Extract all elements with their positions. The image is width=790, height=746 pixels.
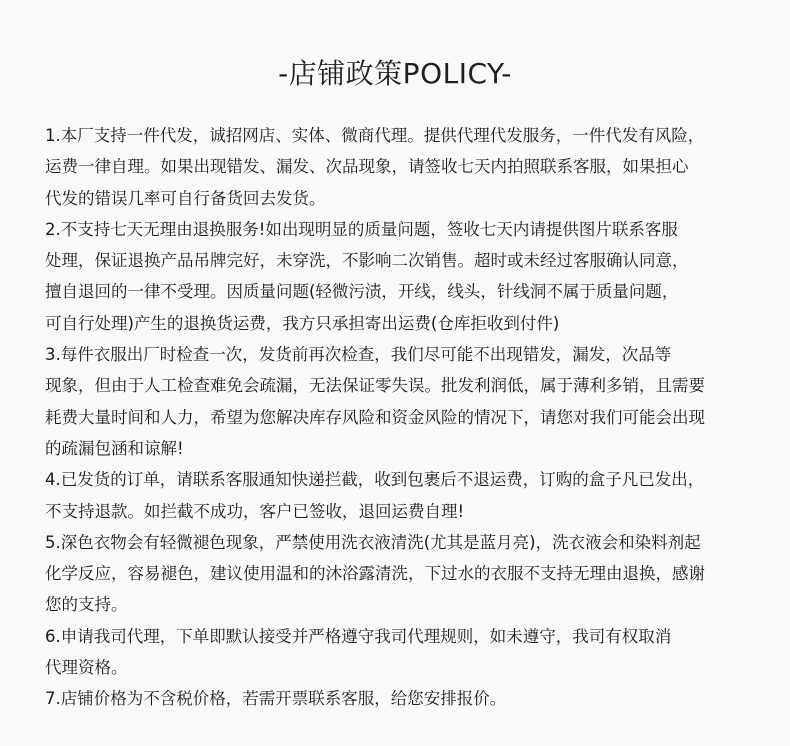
policy-line: 代发的错误几率可自行备货回去发货。	[45, 188, 326, 208]
policy-line: 不支持退款。如拦截不成功，客户已签收，退回运费自理!	[45, 501, 465, 521]
policy-line: 1.本厂支持一件代发，诚招网店、实体、微商代理。提供代理代发服务，一件代发有风险，	[45, 126, 705, 145]
policy-line: 耗费大量时间和人力，希望为您解决库存风险和资金风险的情况下，请您对我们可能会出现	[45, 407, 705, 427]
page-title: -店铺政策POLICY-	[278, 57, 512, 90]
policy-line: 5.深色衣物会有轻微褪色现象，严禁使用洗衣液清洗(尤其是蓝月亮)，洗衣液会和染料剂起	[45, 532, 701, 552]
policy-line: 现象，但由于人工检查难免会疏漏，无法保证零失误。批发利润低，属于薄利多销，且需要	[45, 376, 705, 396]
policy-line: 运费一律自理。如果出现错发、漏发、次品现象，请签收七天内拍照联系客服，如果担心	[45, 157, 689, 177]
policy-line: 6.申请我司代理，下单即默认接受并严格遵守我司代理规则，如未遵守，我司有权取消	[45, 626, 672, 646]
policy-line: 处理，保证退换产品吊牌完好，未穿洗，不影响二次销售。超时或未经过客服确认同意，	[45, 251, 689, 271]
policy-line: 化学反应，容易褪色，建议使用温和的沐浴露清洗，下过水的衣服不支持无理由退换，感谢	[45, 564, 705, 584]
policy-line: 擅自退回的一律不受理。因质量问题(轻微污渍，开线，线头，针线洞不属于质量问题，	[45, 282, 679, 302]
policy-line: 您的支持。	[45, 595, 128, 615]
policy-list	[45, 120, 775, 715]
policy-line: 3.每件衣服出厂时检查一次，发货前再次检查，我们尽可能不出现错发，漏发，次品等	[45, 345, 672, 365]
policy-line: 4.已发货的订单，请联系客服通知快递拦截，收到包裹后不退运费，订购的盒子凡已发出，	[45, 470, 705, 490]
policy-line: 7.店铺价格为不含税价格，若需开票联系客服，给您安排报价。	[45, 689, 507, 709]
policy-line: 的疏漏包涵和谅解!	[45, 438, 184, 458]
policy-line: 代理资格。	[45, 658, 128, 678]
policy-line: 可自行处理)产生的退换货运费，我方只承担寄出运费(仓库拒收到付件)	[45, 313, 560, 333]
policy-line: 2.不支持七天无理由退换服务!如出现明显的质量问题，签收七天内请提供图片联系客服	[45, 219, 678, 239]
